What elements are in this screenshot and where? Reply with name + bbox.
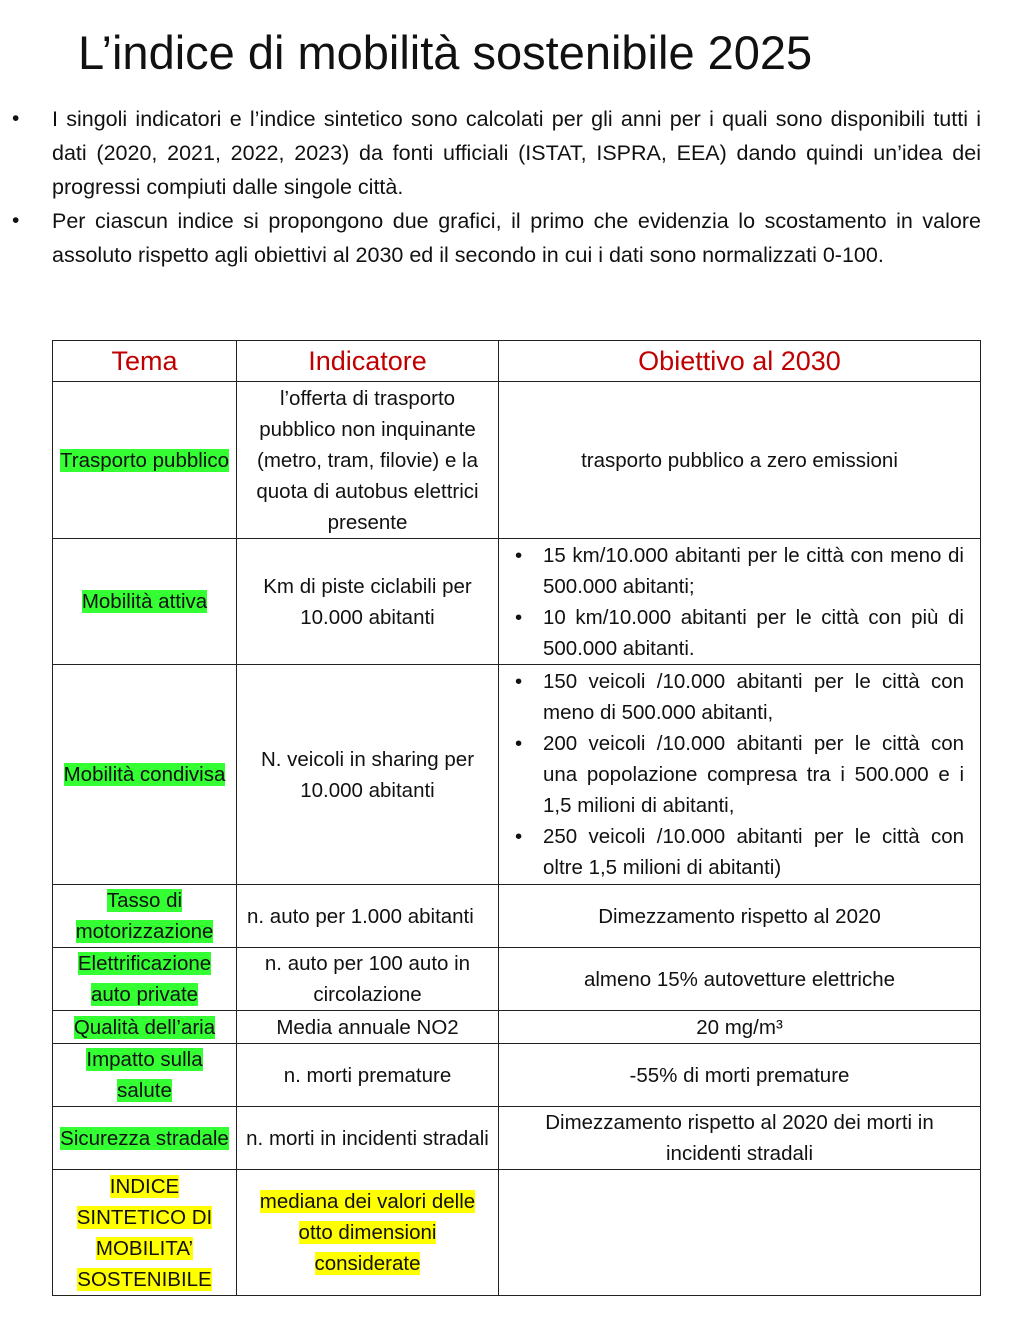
indicatore-cell xyxy=(237,1170,499,1296)
tema-cell xyxy=(53,665,237,885)
page-title: L’indice di mobilità sostenibile 2025 xyxy=(78,26,813,79)
obiettivo-cell: -55% di morti premature xyxy=(499,1044,981,1107)
tema-label: Qualità dell’aria xyxy=(73,1015,216,1039)
bullet-text: I singoli indicatori e l’indice sintetico sono calcolati per gli anni per i quali sono disponibili tutti i dati (2020, 2021, 2022, 2023) da fonti ufficiali (ISTAT, ISPRA, EEA) dando quindi un’idea dei progressi compiuti dalle singole città. xyxy=(52,107,981,199)
indicatore-label: mediana dei valori delle otto dimensioni considerate xyxy=(259,1190,476,1275)
table-header-row xyxy=(53,341,981,382)
tema-cell xyxy=(53,1170,237,1296)
obiettivo-cell xyxy=(499,665,981,885)
bullet-dot-icon: • xyxy=(12,209,20,232)
tema-label: Mobilità attiva xyxy=(81,590,208,613)
tema-label: Elettrificazione auto private xyxy=(77,952,212,1006)
obiettivo-cell: almeno 15% autovetture elettriche xyxy=(499,948,981,1011)
indicatore-cell: Km di piste ciclabili per 10.000 abitanti xyxy=(237,539,499,665)
tema-cell xyxy=(53,382,237,539)
table-row xyxy=(53,539,981,665)
obiettivo-cell: Dimezzamento rispetto al 2020 xyxy=(499,885,981,948)
obiettivo-cell xyxy=(499,1170,981,1296)
table-row xyxy=(53,948,981,1011)
obiettivo-cell: Dimezzamento rispetto al 2020 dei morti in incidenti stradali xyxy=(499,1107,981,1170)
table-row xyxy=(53,1044,981,1107)
bullet-item xyxy=(0,102,1019,204)
indicatore-cell: n. morti premature xyxy=(237,1044,499,1107)
list-item: • 15 km/10.000 abitanti per le città con meno di 500.000 abitanti; xyxy=(505,540,964,602)
tema-label: Mobilità condivisa xyxy=(63,763,226,786)
tema-label: INDICE SINTETICO DI MOBILITA’ SOSTENIBILE xyxy=(76,1174,213,1291)
indicatore-cell: n. auto per 100 auto in circolazione xyxy=(237,948,499,1011)
indicatore-cell: n. morti in incidenti stradali xyxy=(237,1107,499,1170)
list-item: • 10 km/10.000 abitanti per le città con più di 500.000 abitanti. xyxy=(505,602,964,664)
tema-label: Sicurezza stradale xyxy=(60,1126,229,1150)
header-tema: Tema xyxy=(53,341,237,382)
tema-label: Impatto sulla salute xyxy=(86,1048,203,1102)
header-obiettivo: Obiettivo al 2030 xyxy=(499,341,981,382)
obiettivo-cell: trasporto pubblico a zero emissioni xyxy=(499,382,981,539)
table-row xyxy=(53,1011,981,1044)
tema-cell xyxy=(53,885,237,948)
indicatore-cell: Media annuale NO2 xyxy=(237,1011,499,1044)
list-item: • 150 veicoli /10.000 abitanti per le città con meno di 500.000 abitanti, xyxy=(505,666,964,728)
bullet-item xyxy=(0,204,1019,272)
header-indicatore: Indicatore xyxy=(237,341,499,382)
tema-cell xyxy=(53,1011,237,1044)
obiettivo-cell: 20 mg/m³ xyxy=(499,1011,981,1044)
intro-bullets xyxy=(0,102,1019,272)
obiettivo-list xyxy=(505,540,974,664)
list-item: • 250 veicoli /10.000 abitanti per le città con oltre 1,5 milioni di abitanti) xyxy=(505,821,964,883)
table-row xyxy=(53,885,981,948)
bullet-text: Per ciascun indice si propongono due grafici, il primo che evidenzia lo scostamento in valore assoluto rispetto agli obiettivi al 2030 ed il secondo in cui i dati sono normalizzati 0-100. xyxy=(52,209,981,267)
tema-cell xyxy=(53,1044,237,1107)
indicatore-cell: N. veicoli in sharing per 10.000 abitanti xyxy=(237,665,499,885)
indicatore-cell: l’offerta di trasporto pubblico non inquinante (metro, tram, filovie) e la quota di autobus elettrici presente xyxy=(237,382,499,539)
obiettivo-list xyxy=(505,666,974,883)
indicatore-cell: n. auto per 1.000 abitanti xyxy=(237,885,499,948)
objectives-table xyxy=(52,340,981,1296)
obiettivo-cell xyxy=(499,539,981,665)
tema-cell xyxy=(53,539,237,665)
table-row xyxy=(53,665,981,885)
tema-cell xyxy=(53,948,237,1011)
table-row xyxy=(53,1170,981,1296)
list-item: • 200 veicoli /10.000 abitanti per le città con una popolazione compresa tra i 500.000 e i 1,5 milioni di abitanti, xyxy=(505,728,964,821)
table-row xyxy=(53,1107,981,1170)
tema-label: Tasso di motorizzazione xyxy=(75,889,214,943)
bullet-dot-icon: • xyxy=(12,107,20,130)
tema-label: Trasporto pubblico xyxy=(59,448,230,472)
tema-cell xyxy=(53,1107,237,1170)
table-row xyxy=(53,382,981,539)
